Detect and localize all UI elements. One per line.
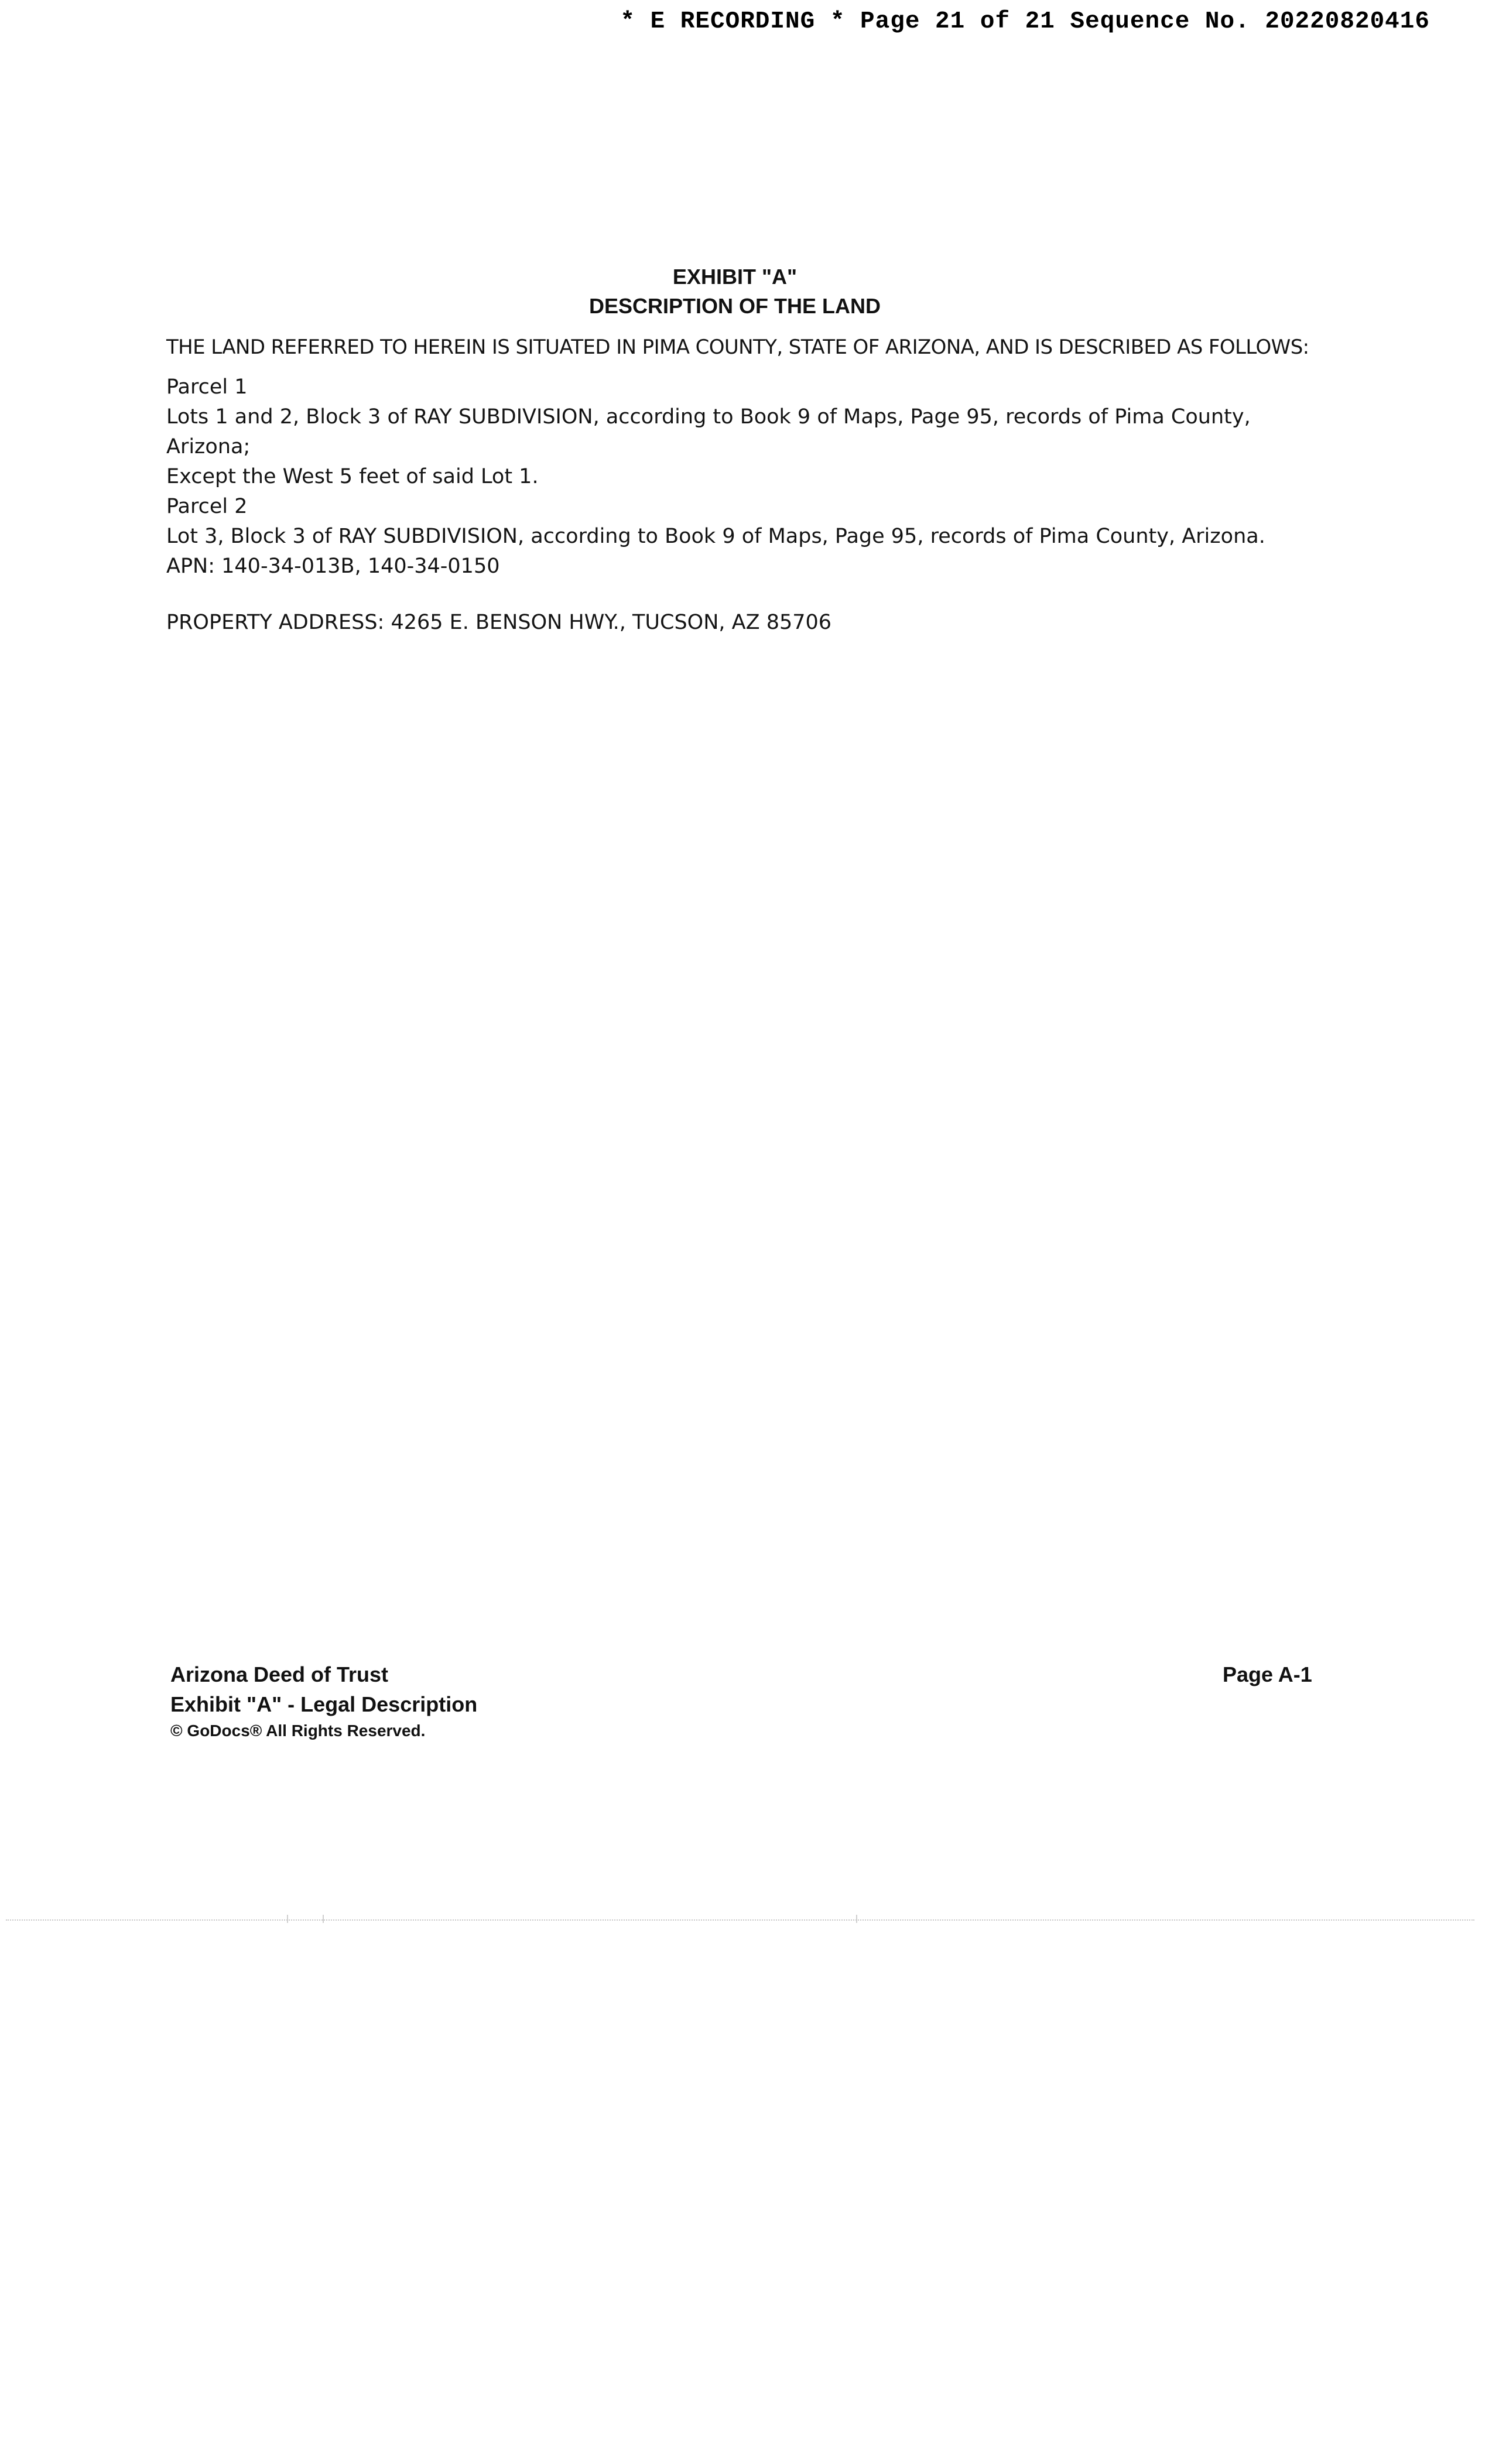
property-address: PROPERTY ADDRESS: 4265 E. BENSON HWY., TUCSON, AZ 85706 <box>166 611 832 634</box>
footer-page-label: Page A-1 <box>1223 1662 1312 1686</box>
exhibit-heading <box>0 262 1470 321</box>
footer-left <box>170 1659 477 1743</box>
parcel-1-label: Parcel 1 <box>166 375 248 399</box>
parcel-1-line-2: Arizona; <box>166 435 251 458</box>
parcel-2-line-1: Lot 3, Block 3 of RAY SUBDIVISION, according to Book 9 of Maps, Page 95, records of Pima County, Arizona. <box>166 525 1265 548</box>
parcels-section <box>166 372 1265 581</box>
footer-doc-title: Arizona Deed of Trust <box>170 1662 389 1686</box>
footer-copyright: © GoDocs® All Rights Reserved. <box>170 1722 426 1740</box>
parcel-2-label: Parcel 2 <box>166 495 248 518</box>
scan-tick-mark <box>323 1915 324 1923</box>
recording-header: * E RECORDING * Page 21 of 21 Sequence No. 20220820416 <box>620 8 1430 35</box>
exhibit-subtitle: DESCRIPTION OF THE LAND <box>588 294 881 318</box>
scan-divider-line <box>6 1919 1474 1921</box>
apn-line: APN: 140-34-013B, 140-34-0150 <box>166 555 500 578</box>
footer-doc-subtitle: Exhibit "A" - Legal Description <box>170 1692 478 1716</box>
parcel-1-exception: Except the West 5 feet of said Lot 1. <box>166 465 539 488</box>
parcel-1-line-1: Lots 1 and 2, Block 3 of RAY SUBDIVISION, according to Book 9 of Maps, Page 95, records of Pima County, <box>166 405 1251 429</box>
scan-tick-mark <box>287 1915 288 1923</box>
scan-tick-mark <box>856 1915 857 1923</box>
intro-paragraph: THE LAND REFERRED TO HEREIN IS SITUATED IN PIMA COUNTY, STATE OF ARIZONA, AND IS DESCRIBED AS FOLLOWS: <box>166 336 1309 359</box>
exhibit-title: EXHIBIT "A" <box>672 265 798 289</box>
